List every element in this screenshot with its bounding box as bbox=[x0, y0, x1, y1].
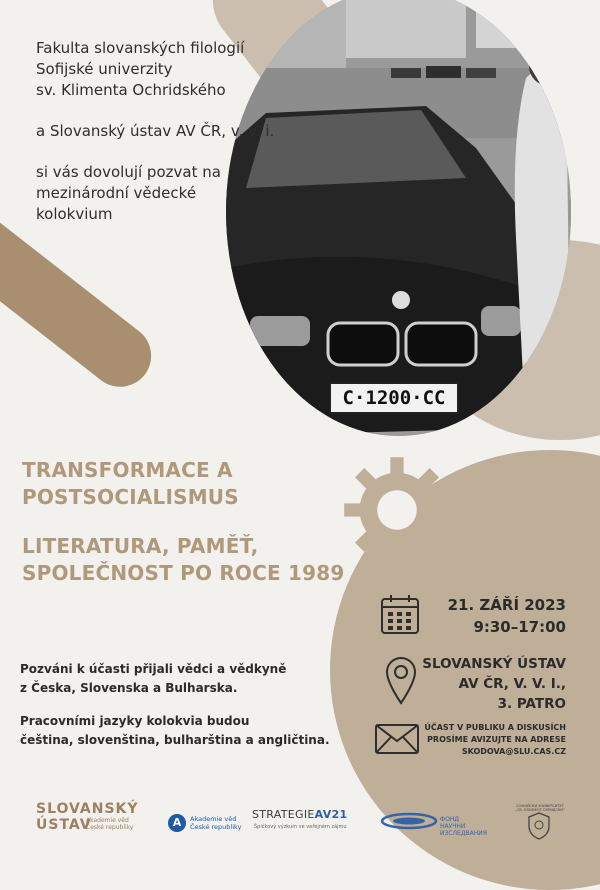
event-contact[interactable]: ÚČAST V PUBLIKU A DISKUSÍCH PROSÍME AVIZUJTE NA ADRESE SKODOVA@SLU.CAS.CZ bbox=[424, 723, 566, 756]
event-venue: SLOVANSKÝ ÚSTAV AV ČR, V. V. I., 3. PATRO bbox=[422, 656, 566, 712]
invitation-intro bbox=[36, 38, 274, 245]
envelope-icon bbox=[374, 723, 420, 755]
invitation-line: si vás dovolují pozvat na mezinárodní vědecké kolokvium bbox=[36, 163, 221, 223]
car-photo-illustration bbox=[226, 0, 571, 436]
host-faculty: Fakulta slovanských filologií Sofijské univerzity sv. Klimenta Ochridského bbox=[36, 39, 245, 99]
fund-logo-icon bbox=[380, 812, 438, 830]
event-description bbox=[20, 660, 330, 764]
fund-logo-text: ФОНД НАУЧНИ ИЗСЛЕДВАНИЯ bbox=[440, 816, 487, 837]
event-date-time: 21. ZÁŘÍ 2023 9:30–17:00 bbox=[447, 596, 566, 636]
event-title bbox=[22, 457, 345, 609]
strategie-logo-b: AV21 bbox=[314, 808, 348, 821]
gear-icon bbox=[342, 455, 452, 565]
slu-logo-sub: Akademie věd České republiky bbox=[86, 817, 134, 831]
title-sub: LITERATURA, PAMĚŤ, SPOLEČNOST PO ROCE 1989 bbox=[22, 534, 345, 585]
sofia-university-seal-icon bbox=[527, 812, 551, 840]
slu-logo-name: SLOVANSKÝ ÚSTAV bbox=[36, 801, 139, 833]
location-pin-icon bbox=[384, 655, 418, 705]
calendar-icon bbox=[380, 593, 420, 635]
av-logo-icon: A bbox=[168, 814, 186, 832]
host-institute: a Slovanský ústav AV ČR, v. v. i. bbox=[36, 122, 275, 140]
participants-paragraph: Pozváni k účasti přijali vědci a vědkyně z Česka, Slovenska a Bulharska. bbox=[20, 662, 287, 695]
strategie-logo-sub: Špičkový výzkum ve veřejném zájmu bbox=[254, 824, 347, 830]
license-plate: C·1200·CC bbox=[342, 387, 446, 409]
av-logo-text: Akademie věd České republiky bbox=[190, 815, 242, 831]
title-main: TRANSFORMACE A POSTSOCIALISMUS bbox=[22, 458, 239, 509]
strategie-logo-a: STRATEGIE bbox=[252, 808, 315, 821]
sofia-university-text: СОФИЙСКИ УНИВЕРСИТЕТ „СВ. КЛИМЕНТ ОХРИДСКИ“ bbox=[515, 804, 565, 812]
strategie-logo bbox=[252, 808, 347, 821]
event-photo bbox=[226, 0, 571, 436]
languages-paragraph: Pracovními jazyky kolokvia budou čeština, slovenština, bulharština a angličtina. bbox=[20, 714, 330, 747]
